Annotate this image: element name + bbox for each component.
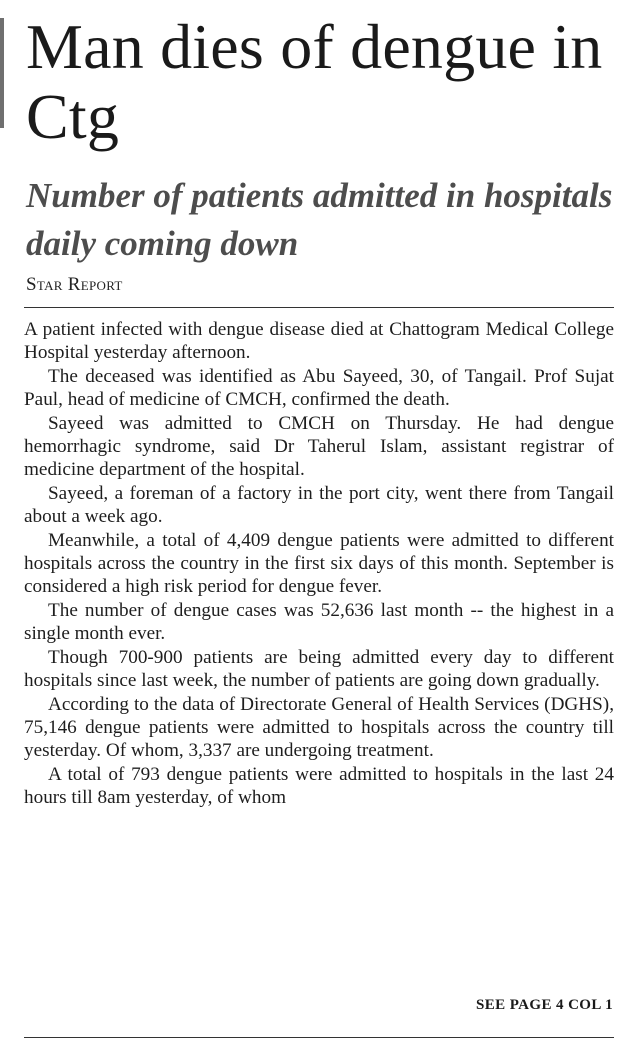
subheadline: Number of patients admitted in hospitals daily coming down: [26, 176, 613, 263]
paragraph-2: The deceased was identified as Abu Sayeed, 30, of Tangail. Prof Sujat Paul, head of medicine of CMCH, confirmed the death.: [24, 365, 614, 411]
paragraph-7: Though 700-900 patients are being admitted every day to different hospitals since last week, the number of patients are going down gradually.: [24, 646, 614, 692]
paragraph-6: The number of dengue cases was 52,636 last month -- the highest in a single month ever.: [24, 599, 614, 645]
top-divider: [24, 307, 614, 308]
paragraph-8: According to the data of Directorate General of Health Services (DGHS), 75,146 dengue patients were admitted to hospitals across the country till yesterday. Of whom, 3,337 are undergoing treatment.: [24, 693, 614, 762]
continuation-jump-line: SEE PAGE 4 COL 1: [476, 997, 613, 1013]
paragraph-1: A patient infected with dengue disease died at Chattogram Medical College Hospital yesterday afternoon.: [24, 319, 614, 364]
bottom-divider: [24, 1037, 614, 1038]
paragraph-5: Meanwhile, a total of 4,409 dengue patients were admitted to different hospitals across the country in the first six days of this month. September is considered a high risk period for dengue fever.: [24, 529, 614, 598]
paragraph-9: A total of 793 dengue patients were admitted to hospitals in the last 24 hours till 8am yesterday, of whom: [24, 763, 614, 809]
left-accent-rule: [0, 18, 4, 128]
paragraph-3: Sayeed was admitted to CMCH on Thursday. He had dengue hemorrhagic syndrome, said Dr Taherul Islam, assistant registrar of medicine department of the hospital.: [24, 412, 614, 481]
article-body: [24, 318, 614, 810]
byline: Star Report: [26, 274, 123, 295]
paragraph-4: Sayeed, a foreman of a factory in the port city, went there from Tangail about a week ago.: [24, 482, 614, 528]
headline: Man dies of dengue in Ctg: [26, 11, 603, 152]
